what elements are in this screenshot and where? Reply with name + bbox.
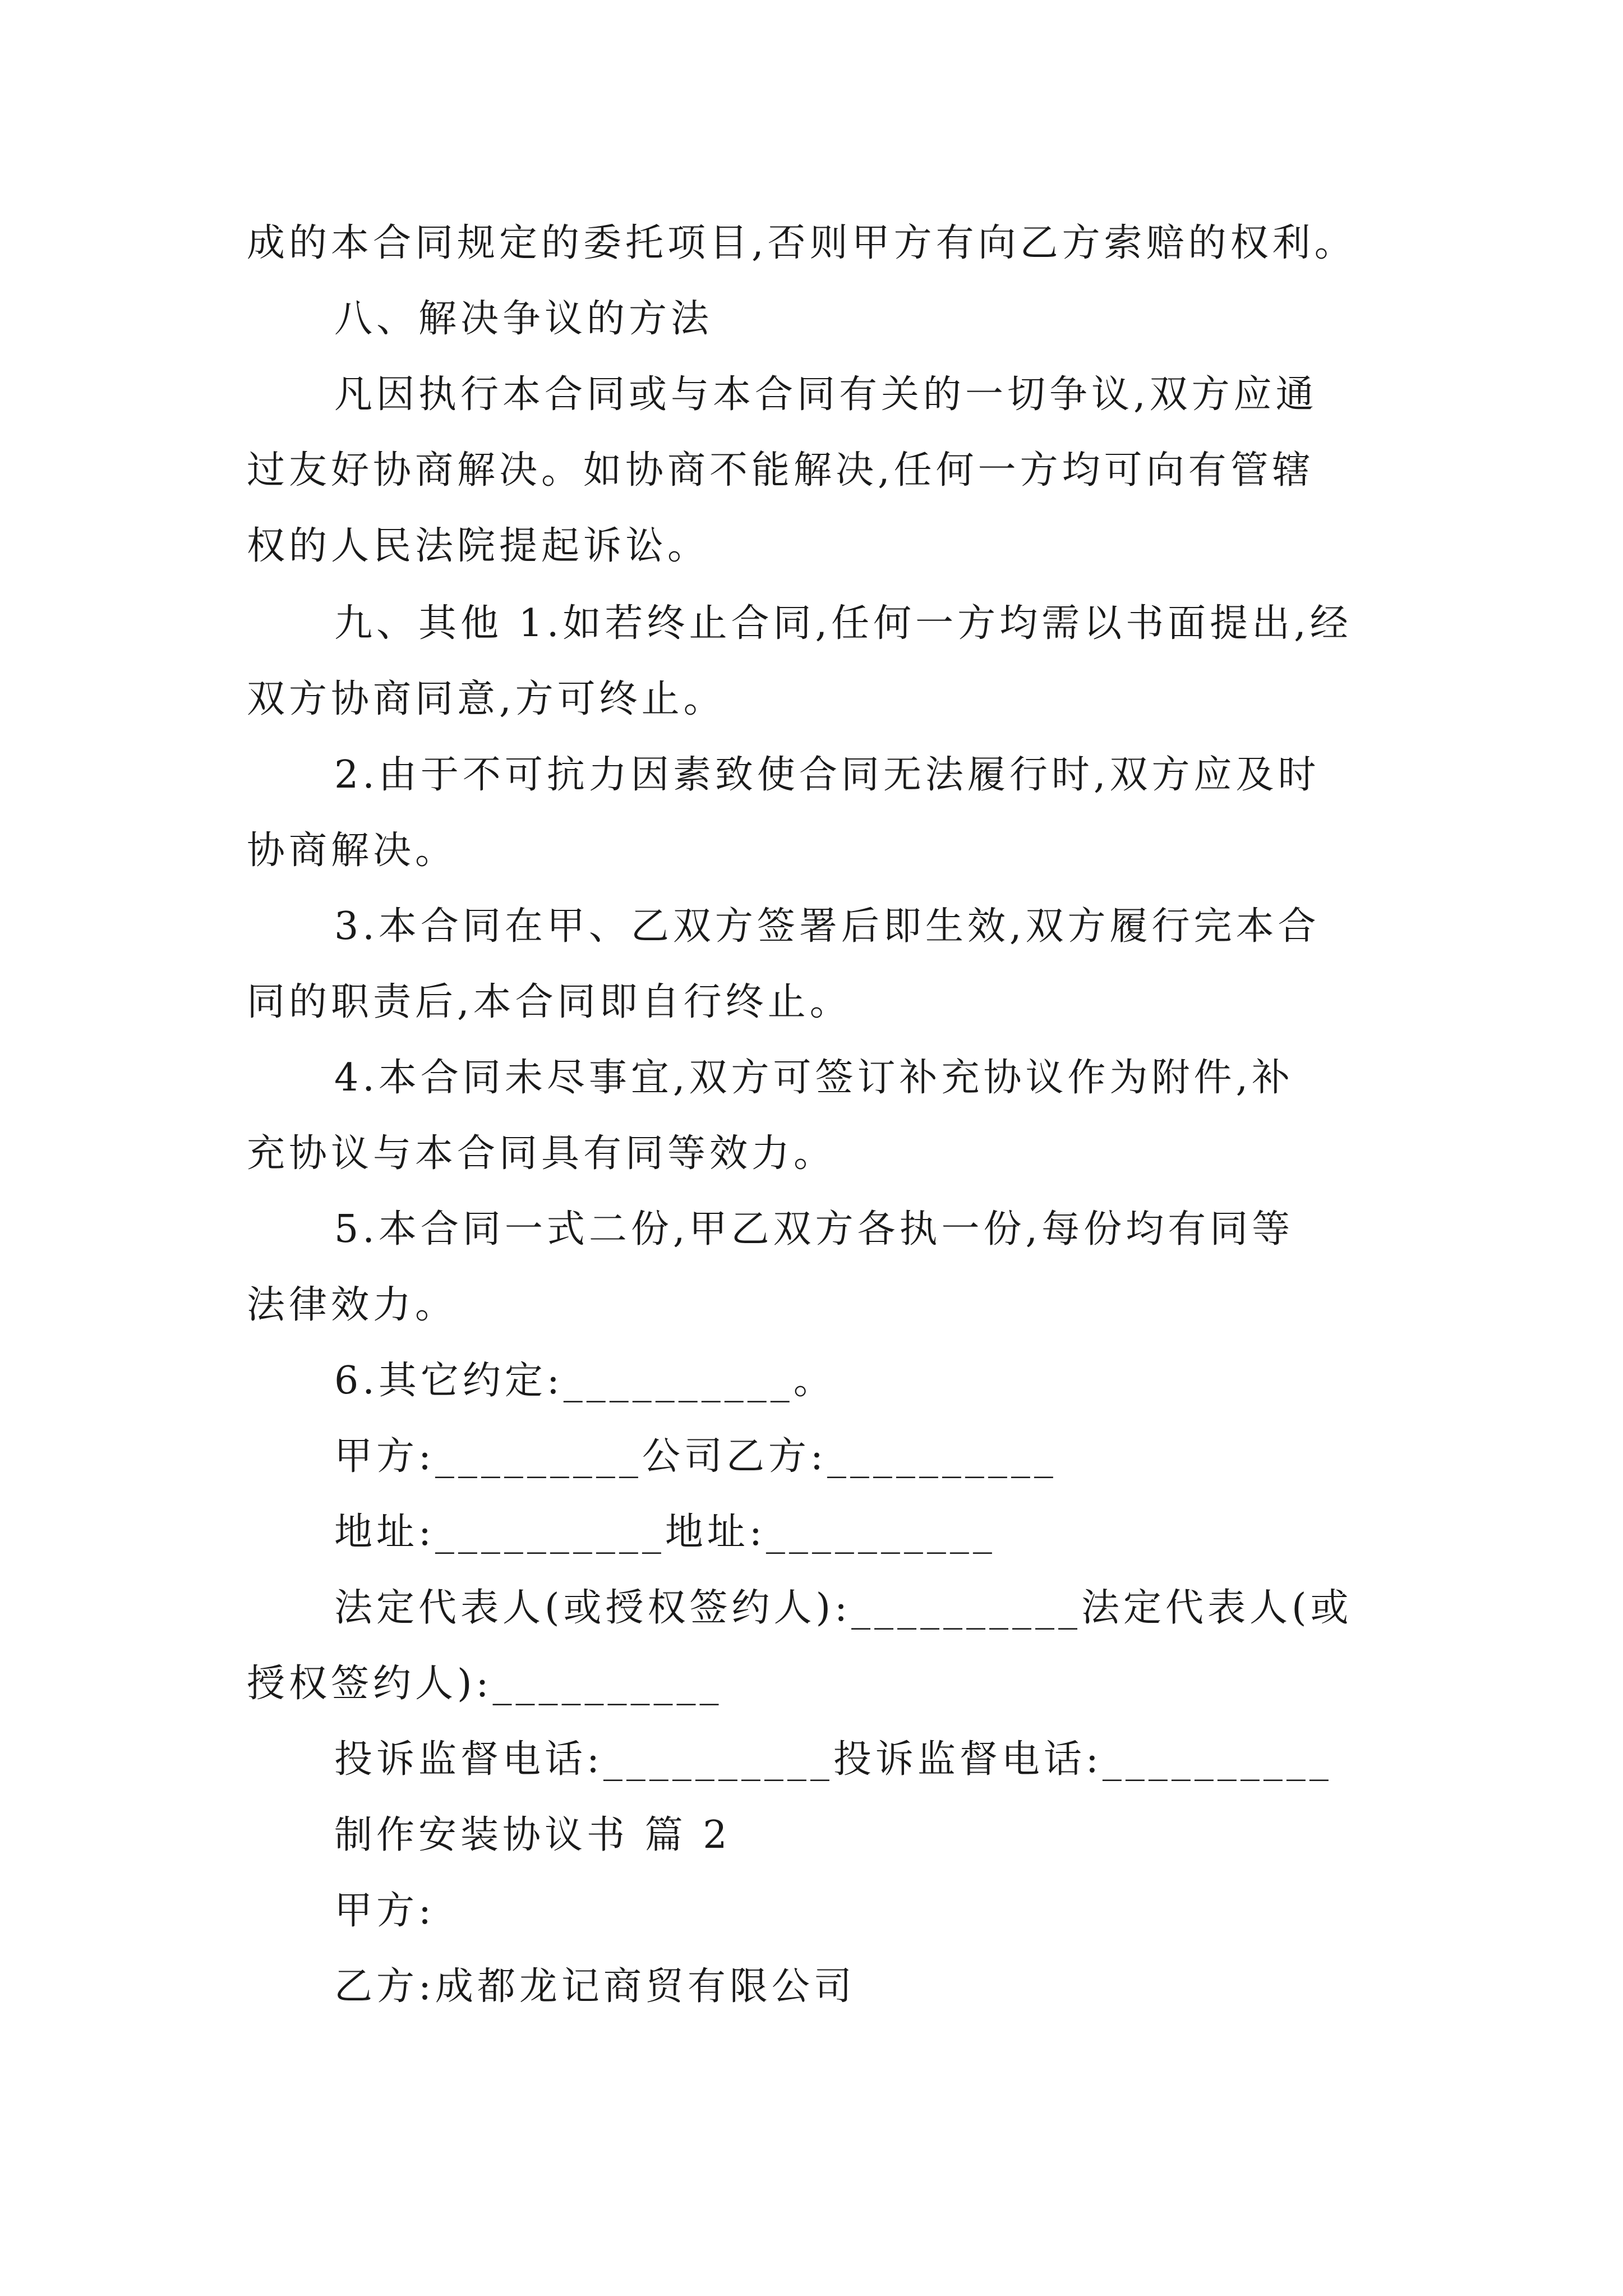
text-line: 凡因执行本合同或与本合同有关的一切争议,双方应通: [334, 372, 1318, 417]
text-line: 协商解决。: [247, 829, 458, 873]
party-line: 甲方:: [334, 1889, 435, 1933]
section-heading: 八、解决争议的方法: [334, 297, 713, 341]
text-line: 2.由于不可抗力因素致使合同无法履行时,双方应及时: [334, 753, 1320, 797]
text-line: 过友好协商解决。如协商不能解决,任何一方均可向有管辖: [247, 448, 1315, 493]
section-title: 制作安装协议书 篇 2: [334, 1813, 731, 1857]
text-line: 同的职责后,本合同即自行终止。: [247, 980, 852, 1024]
text-line: 成的本合同规定的委托项目,否则甲方有向乙方索赔的权利。: [247, 221, 1357, 265]
signature-line: 授权签约人):__________: [247, 1662, 723, 1706]
text-line: 5.本合同一式二份,甲乙双方各执一份,每份均有同等: [334, 1207, 1294, 1251]
signature-line: 地址:__________地址:__________: [334, 1510, 996, 1554]
text-line: 双方协商同意,方可终止。: [247, 677, 726, 721]
text-line: 充协议与本合同具有同等效力。: [247, 1131, 836, 1176]
signature-line: 法定代表人(或授权签约人):__________法定代表人(或: [334, 1586, 1353, 1630]
section-heading: 九、其他 1.如若终止合同,任何一方均需以书面提出,经: [334, 601, 1352, 646]
text-line: 6.其它约定:__________。: [334, 1359, 836, 1403]
text-line: 3.本合同在甲、乙双方签署后即生效,双方履行完本合: [334, 904, 1320, 949]
text-line: 4.本合同未尽事宜,双方可签订补充协议作为附件,补: [334, 1056, 1294, 1100]
signature-line: 甲方:_________公司乙方:__________: [334, 1434, 1057, 1479]
party-line: 乙方:成都龙记商贸有限公司: [334, 1964, 856, 2009]
text-line: 权的人民法院提起诉讼。: [247, 524, 710, 568]
signature-line: 投诉监督电话:__________投诉监督电话:__________: [334, 1737, 1332, 1782]
text-line: 法律效力。: [247, 1283, 458, 1327]
